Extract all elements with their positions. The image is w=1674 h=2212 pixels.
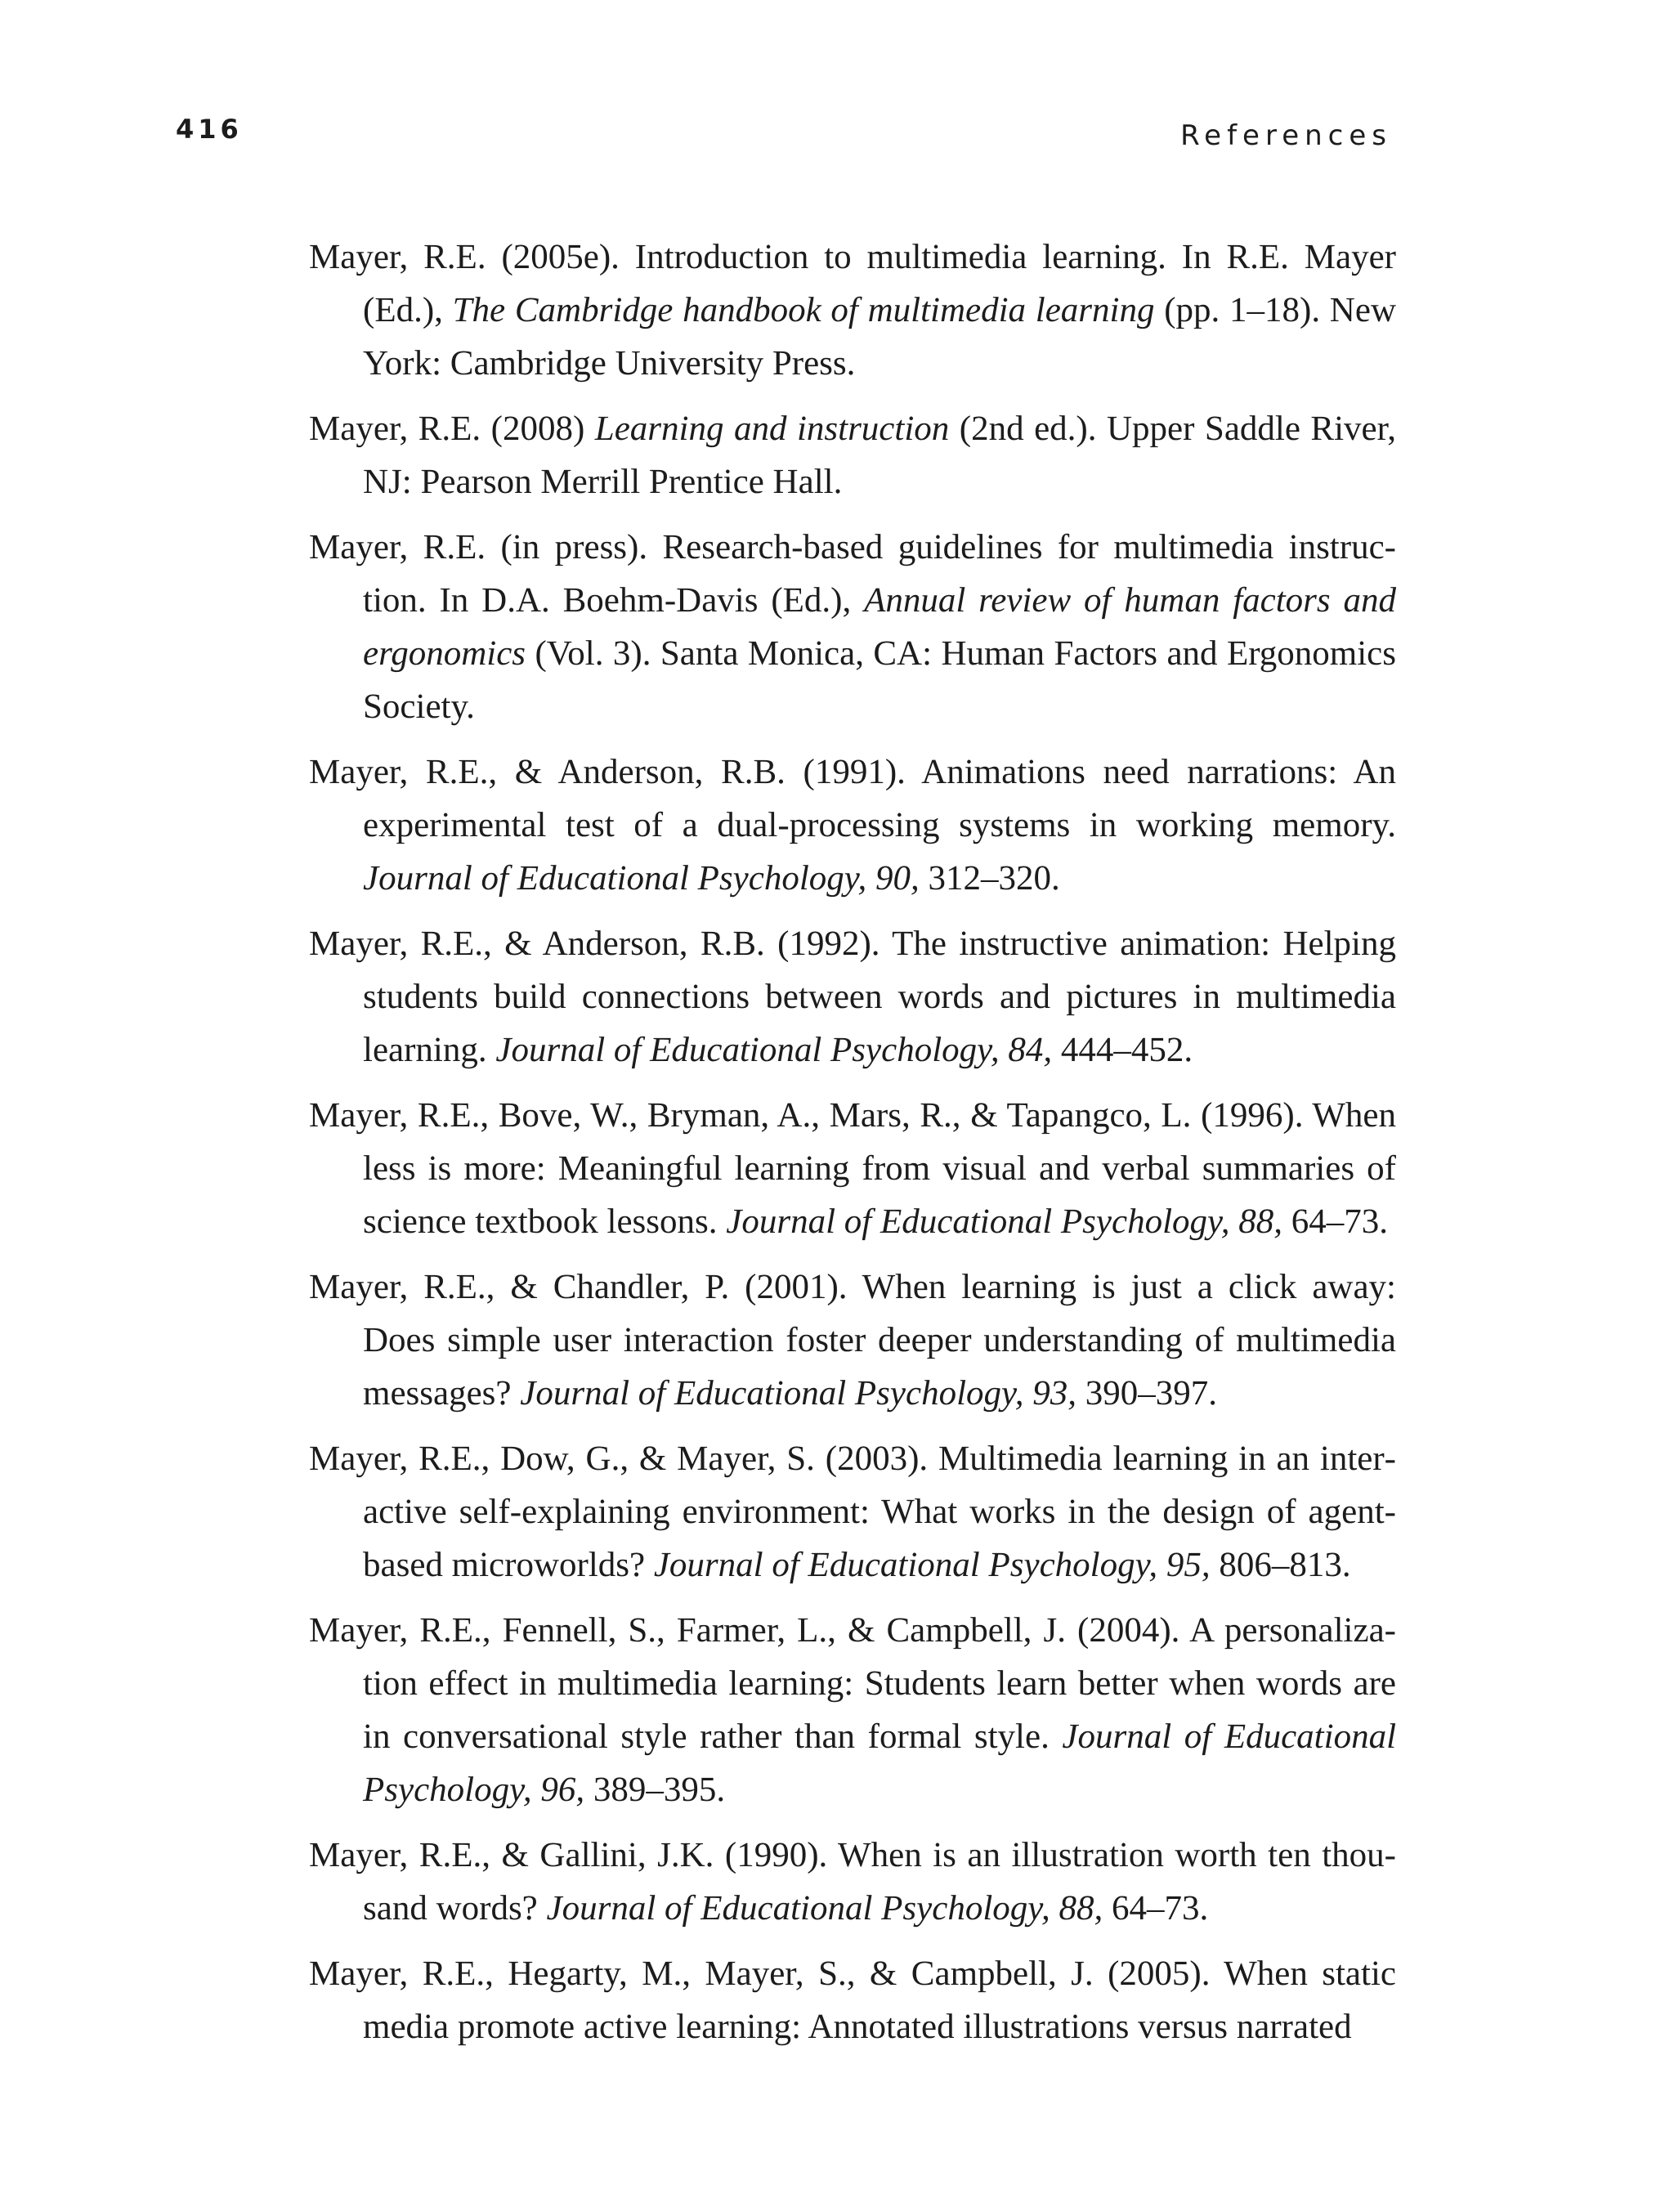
reference-pages: 64–73. [1282,1202,1388,1241]
reference-journal: Journal of Educational Psychology, 84, [495,1031,1053,1069]
reference-text: Mayer, R.E. (in press). Research-based guidelines for multimedia instruction. In D.A. Boehm-Davis (Ed.), [309,528,1396,620]
reference-pages: 64–73. [1103,1889,1209,1928]
reference-pages: 389–395. [584,1771,726,1809]
reference-text: Mayer, R.E., Fennell, S., Farmer, L., & Campbell, J. (2004). A personalization effect in multimedia learning: Students learn better when words are in conversational style rather than formal style. [309,1611,1396,1756]
reference-details: (Vol. 3). Santa Monica, CA: Human Factors and Ergonomics Society. [363,634,1396,726]
reference-entry [309,521,1396,733]
reference-entry [309,402,1396,508]
reference-entry [309,1947,1396,2053]
reference-text: Mayer, R.E., & Anderson, R.B. (1992). The instructive animation: Helping students build connections between words and pictures in multimedia learning. [309,925,1396,1069]
reference-entry [309,231,1396,390]
reference-title: The Cambridge handbook of multimedia learning [452,291,1155,329]
running-head: References [1180,119,1392,152]
reference-text: Mayer, R.E., & Anderson, R.B. (1991). Animations need narrations: An experimental test of a dual-processing systems in working memory. [309,753,1396,844]
reference-journal: Journal of Educational Psychology, 95, [653,1546,1211,1584]
reference-journal: Journal of Educational Psychology, 88, [726,1202,1282,1241]
reference-text: Mayer, R.E., & Chandler, P. (2001). When learning is just a click away: Does simple user interaction foster deeper understanding of multimedia messages? [309,1268,1396,1413]
reference-pages: 444–452. [1052,1031,1193,1069]
reference-text: Mayer, R.E., Hegarty, M., Mayer, S., & Campbell, J. (2005). When static media promote active learning: Annotated illustrations versus narrated [309,1955,1396,2046]
page-number: 416 [176,114,243,145]
reference-entry [309,917,1396,1077]
reference-entry [309,1829,1396,1935]
reference-journal: Journal of Educational Psychology, 93, [520,1374,1076,1413]
reference-text: Mayer, R.E., & Gallini, J.K. (1990). When is an illustration worth ten thousand words? [309,1836,1396,1928]
reference-pages: 806–813. [1210,1546,1351,1584]
reference-pages: 312–320. [919,859,1060,898]
reference-journal: Journal of Educational Psychology, 96, [363,1717,1397,1809]
reference-text: Mayer, R.E. (2008) [309,410,595,448]
reference-entry [309,1089,1396,1248]
reference-journal: Journal of Educational Psychology, 88, [546,1889,1103,1928]
reference-list [309,231,1396,2066]
reference-title: Learning and instruction [594,410,950,448]
reference-title: Annual review of human factors and ergonomics [363,581,1397,673]
reference-entry [309,1260,1396,1420]
reference-details: (2nd ed.). Upper Saddle River, NJ: Pearson Merrill Prentice Hall. [363,410,1396,501]
reference-entry [309,746,1396,905]
reference-text: Mayer, R.E., Dow, G., & Mayer, S. (2003). Multimedia learning in an interactive self-explaining environment: What works in the design of agent-based microworlds? [309,1440,1396,1584]
reference-journal: Journal of Educational Psychology, 90, [363,859,920,898]
reference-entry [309,1432,1396,1592]
reference-details: (pp. 1–18). New York: Cambridge University Press. [363,291,1397,383]
reference-text: Mayer, R.E. (2005e). Introduction to multimedia learning. In R.E. Mayer (Ed.), [309,238,1396,329]
reference-text: Mayer, R.E., Bove, W., Bryman, A., Mars, R., & Tapangco, L. (1996). When less is more: Meaningful learning from visual and verbal summaries of science textbook lessons. [309,1096,1396,1241]
reference-entry [309,1604,1396,1816]
reference-pages: 390–397. [1076,1374,1217,1413]
